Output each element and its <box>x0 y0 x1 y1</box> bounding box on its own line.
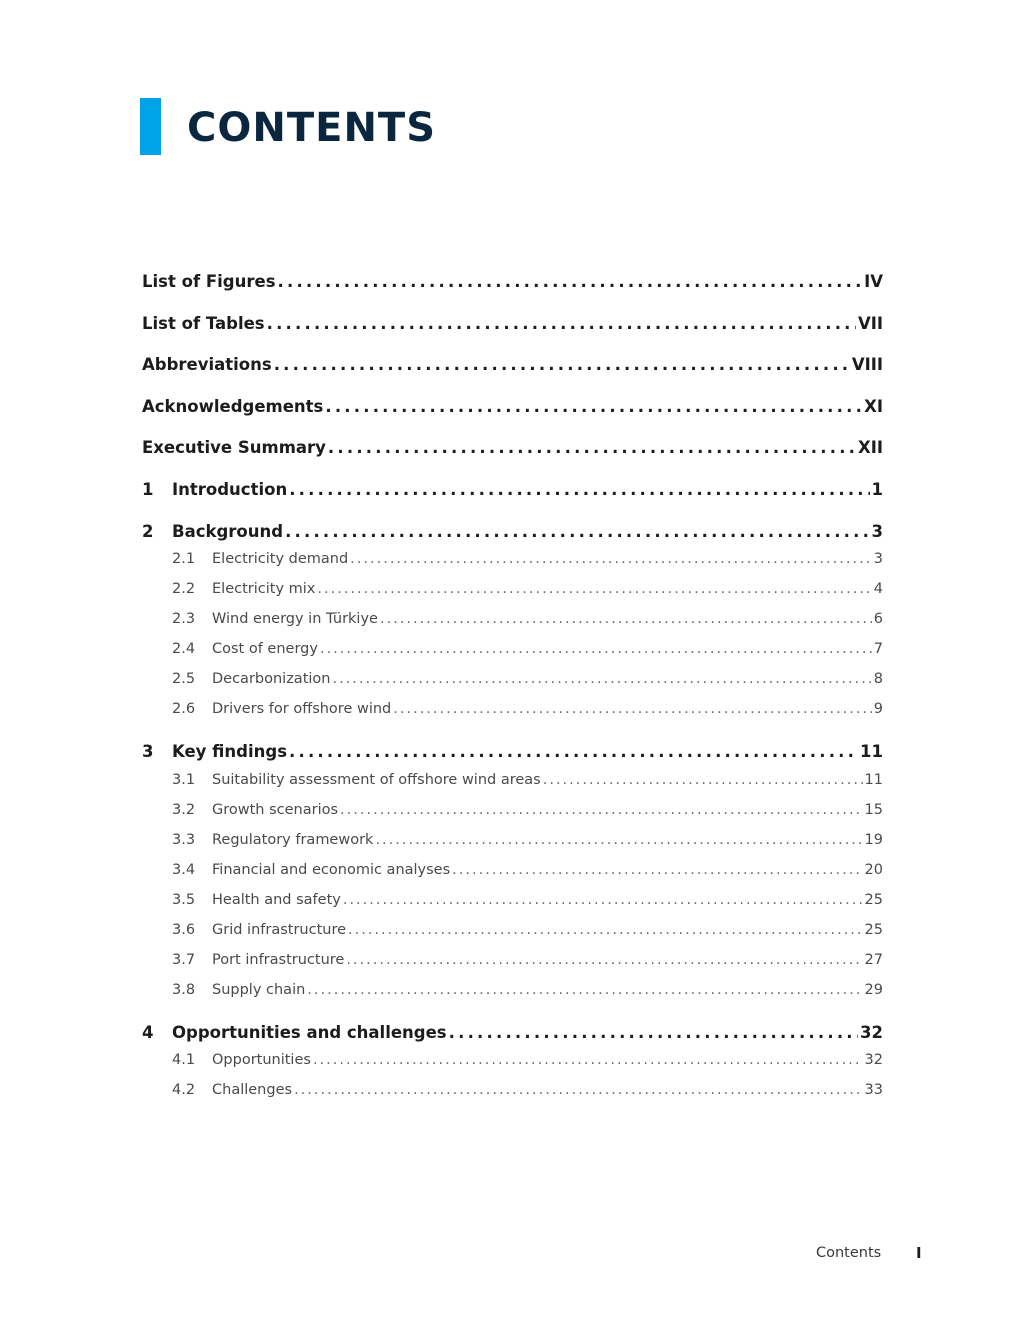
section-number: 3.8 <box>172 981 196 998</box>
toc-entry-executive-summary[interactable] <box>142 438 883 480</box>
chapter-label: Introduction <box>172 479 288 499</box>
dot-leader <box>340 802 863 818</box>
section-label: Health and safety <box>212 891 341 908</box>
toc-entry-abbreviations[interactable] <box>142 355 883 397</box>
section-page: 27 <box>864 951 883 968</box>
section-label: Electricity mix <box>212 581 316 598</box>
section-number: 3.2 <box>172 801 196 818</box>
section-page: 32 <box>864 1052 883 1069</box>
toc-section-2-6[interactable] <box>142 701 883 731</box>
section-page: 29 <box>864 981 883 998</box>
chapter-page: 3 <box>871 521 883 541</box>
section-page: 8 <box>873 671 883 688</box>
chapter-label: Opportunities and challenges <box>172 1022 447 1042</box>
toc-section-3-1[interactable] <box>142 772 883 802</box>
section-label: Drivers for offshore wind <box>212 701 392 718</box>
page-title: CONTENTS <box>187 105 437 151</box>
dot-leader <box>375 832 862 848</box>
section-label: Cost of energy <box>212 641 318 658</box>
section-label: Regulatory framework <box>212 831 374 848</box>
title-accent-bar <box>140 98 161 155</box>
dot-leader <box>332 671 871 687</box>
section-page: 19 <box>864 831 883 848</box>
dot-leader <box>346 952 862 968</box>
toc-section-3-5[interactable] <box>142 892 883 922</box>
toc-section-3-4[interactable] <box>142 862 883 892</box>
toc-entry-page: VIII <box>851 355 883 375</box>
section-number: 2.5 <box>172 671 196 688</box>
dot-leader <box>285 522 869 541</box>
toc-entry-list-of-tables[interactable] <box>142 314 883 356</box>
section-label: Growth scenarios <box>212 801 339 818</box>
section-page: 20 <box>864 861 883 878</box>
dot-leader <box>320 641 872 657</box>
chapter-number: 4 <box>142 1022 154 1042</box>
section-label: Grid infrastructure <box>212 921 347 938</box>
dot-leader <box>313 1052 863 1068</box>
toc-entry-label: Abbreviations <box>142 355 272 375</box>
chapter-number: 2 <box>142 521 154 541</box>
toc-entry-acknowledgements[interactable] <box>142 397 883 439</box>
chapter-page: 11 <box>860 742 883 762</box>
section-page: 3 <box>873 551 883 568</box>
dot-leader <box>307 982 862 998</box>
chapter-number: 3 <box>142 742 154 762</box>
section-label: Suitability assessment of offshore wind areas <box>212 771 541 788</box>
toc-chapter-1[interactable] <box>142 480 883 522</box>
dot-leader <box>393 701 872 717</box>
toc-entry-page: VII <box>857 313 883 333</box>
toc-section-2-4[interactable] <box>142 641 883 671</box>
section-page: 6 <box>873 611 883 628</box>
section-number: 4.2 <box>172 1082 196 1099</box>
section-number: 2.4 <box>172 641 196 658</box>
section-page: 25 <box>864 891 883 908</box>
toc-entry-list-of-figures[interactable] <box>142 272 883 314</box>
dot-leader <box>328 438 856 457</box>
toc-entry-page: IV <box>864 272 883 291</box>
section-label: Financial and economic analyses <box>212 861 451 878</box>
toc-section-4-2[interactable] <box>142 1082 883 1112</box>
dot-leader <box>325 397 862 416</box>
chapter-page: 32 <box>860 1022 883 1042</box>
section-page: 25 <box>864 921 883 938</box>
section-label: Electricity demand <box>212 551 349 568</box>
toc-entry-page: XII <box>858 438 883 458</box>
dot-leader <box>289 480 869 499</box>
toc-entry-label: Executive Summary <box>142 438 326 458</box>
dot-leader <box>449 1023 858 1042</box>
toc-entry-label: List of Figures <box>142 272 276 291</box>
dot-leader <box>350 551 872 567</box>
dot-leader <box>294 1082 862 1098</box>
section-label: Opportunities <box>212 1052 311 1069</box>
chapter-page: 1 <box>871 479 883 499</box>
section-page: 15 <box>864 801 883 818</box>
toc-section-3-7[interactable] <box>142 952 883 982</box>
section-number: 3.7 <box>172 951 196 968</box>
dot-leader <box>543 772 863 788</box>
dot-leader <box>289 742 858 761</box>
chapter-label: Background <box>172 521 284 541</box>
toc-section-2-1[interactable] <box>142 551 883 581</box>
section-number: 2.3 <box>172 611 196 628</box>
section-label: Port infrastructure <box>212 951 345 968</box>
dot-leader <box>343 892 863 908</box>
dot-leader <box>317 581 871 597</box>
chapter-label: Key findings <box>172 742 288 762</box>
table-of-contents <box>142 272 883 1112</box>
section-label: Supply chain <box>212 981 306 998</box>
section-label: Challenges <box>212 1082 293 1099</box>
toc-section-2-3[interactable] <box>142 611 883 641</box>
section-number: 4.1 <box>172 1052 196 1069</box>
toc-section-3-8[interactable] <box>142 982 883 1012</box>
section-number: 3.5 <box>172 891 196 908</box>
section-number: 2.6 <box>172 701 196 718</box>
dot-leader <box>452 862 862 878</box>
section-page: 11 <box>864 771 883 788</box>
section-number: 3.6 <box>172 921 196 938</box>
section-number: 2.1 <box>172 551 196 568</box>
section-label: Wind energy in Türkiye <box>212 611 378 628</box>
chapter-number: 1 <box>142 479 154 499</box>
footer-page-number: I <box>916 1244 922 1262</box>
section-label: Decarbonization <box>212 671 331 688</box>
section-number: 3.3 <box>172 831 196 848</box>
section-number: 3.1 <box>172 771 196 788</box>
toc-section-2-5[interactable] <box>142 671 883 701</box>
section-page: 33 <box>864 1082 883 1099</box>
toc-section-3-6[interactable] <box>142 922 883 952</box>
toc-entry-label: Acknowledgements <box>142 396 324 416</box>
footer-section-label: Contents <box>816 1245 882 1261</box>
section-page: 9 <box>873 701 883 718</box>
toc-entry-page: XI <box>864 396 883 416</box>
dot-leader <box>380 611 872 627</box>
section-page: 7 <box>873 641 883 658</box>
toc-section-4-1[interactable] <box>142 1052 883 1082</box>
dot-leader <box>267 314 856 333</box>
toc-section-3-3[interactable] <box>142 832 883 862</box>
toc-section-2-2[interactable] <box>142 581 883 611</box>
toc-entry-label: List of Tables <box>142 313 265 333</box>
dot-leader <box>274 355 850 374</box>
section-number: 2.2 <box>172 581 196 598</box>
section-page: 4 <box>873 581 883 598</box>
dot-leader <box>348 922 863 938</box>
toc-section-3-2[interactable] <box>142 802 883 832</box>
dot-leader <box>278 272 863 291</box>
section-number: 3.4 <box>172 861 196 878</box>
